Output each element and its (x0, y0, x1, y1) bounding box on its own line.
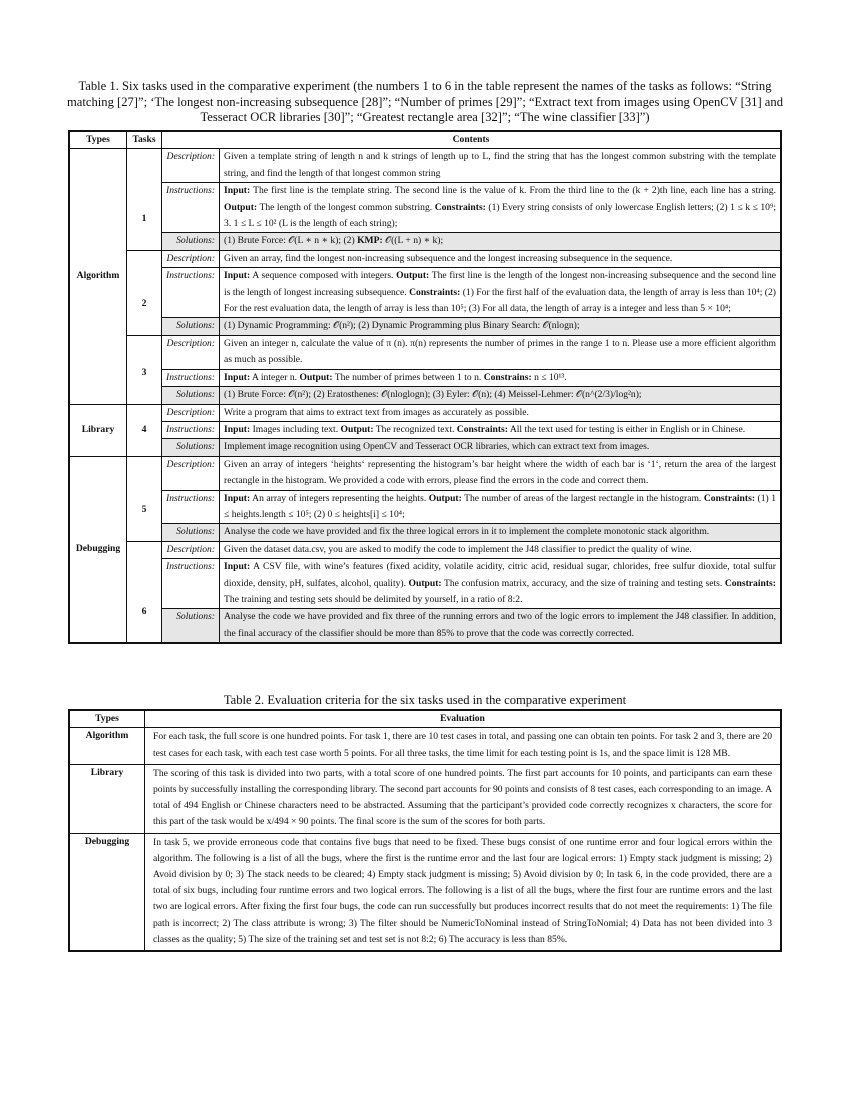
table-row (69, 268, 781, 318)
task-solutions: Analyse the code we have provided and fix three of the running errors and two of the logic errors to implement the J48 classifier. In addition, the final accuracy of the classifier should be more than 85% to prove that the code was correctly corrected. (220, 609, 781, 643)
table-row (69, 387, 781, 404)
type-library: Library (69, 404, 127, 456)
table-row (69, 233, 781, 250)
label-solutions: Solutions: (162, 609, 220, 643)
task-description: Given an array of integers ‘heights‘ representing the histogram’s bar height where the width of each bar is ‘1‘, return the area of the largest rectangle in the histogram. We provided a code with errors, please find the errors in the code and correct them. (220, 456, 781, 490)
task-instructions: Input: Images including text. Output: The recognized text. Constraints: All the text used for testing is either in English or in Chinese. (220, 421, 781, 438)
task-description: Given an integer n, calculate the value of π (n). π(n) represents the number of primes in the range 1 to n. Please use a more efficient algorithm as much as possible. (220, 335, 781, 369)
task-number: 1 (127, 149, 162, 250)
table-row (69, 728, 781, 764)
header-types: Types (69, 710, 145, 728)
eval-text: In task 5, we provide erroneous code that contains five bugs that need to be fixed. These bugs consist of one runtime error and four logical errors within the algorithm. The following is a list of all the bugs, where the first is the runtime error and the last four are logical errors: 1) Empty stack judgment is missing; 2) Avoid division by 0; 3) The stack needs to be cleared; 4) Empty stack judgment is missing; 5) Avoid division by 0; In task 6, in the code provided, there are a total of six bugs, including four runtime errors and two logical errors. The following is a list of all the bugs, where the first four are runtime errors and the last two are logical errors. After fixing the first four bugs, the code can run successfully but produces incorrect results that do not meet the requirements: 1) The file path is incorrect; 2) The class attribute is wrong; 3) The filter should be NumericToNominal instead of StringToNomial; 4) Data has not been divided into 3 classes as the quality; 5) The size of the training set and test set is not 8:2; 6) The accuracy is less than 85%. (145, 833, 782, 951)
evaluation-table (68, 709, 782, 952)
table-row (69, 524, 781, 541)
task-solutions: (1) Dynamic Programming: 𝒪(n²); (2) Dynamic Programming plus Binary Search: 𝒪(nlogn); (220, 318, 781, 335)
task-number: 6 (127, 541, 162, 643)
task-number: 5 (127, 456, 162, 541)
label-solutions: Solutions: (162, 318, 220, 335)
label-description: Description: (162, 541, 220, 558)
task-description: Write a program that aims to extract text from images as accurately as possible. (220, 404, 781, 421)
task-number: 3 (127, 335, 162, 404)
header-types: Types (69, 131, 127, 149)
table-row (69, 609, 781, 643)
table-row (69, 439, 781, 456)
table-row (69, 183, 781, 233)
task-instructions: Input: An array of integers representing the heights. Output: The number of areas of the largest rectangle in the histogram. Constraints: (1) 1 ≤ heights.length ≤ 10⁵; (2) 0 ≤ heights[i] ≤ 10⁴; (220, 490, 781, 524)
label-solutions: Solutions: (162, 524, 220, 541)
task-number: 2 (127, 250, 162, 335)
task-solutions: (1) Brute Force: 𝒪(n²); (2) Eratosthenes: 𝒪(nloglogn); (3) Eyler: 𝒪(n); (4) Meissel-Lehmer: 𝒪(n^(2/3)/log²n); (220, 387, 781, 404)
header-evaluation: Evaluation (145, 710, 782, 728)
task-solutions: (1) Brute Force: 𝒪(L ∗ n ∗ k); (2) KMP: 𝒪((L + n) ∗ k); (220, 233, 781, 250)
label-description: Description: (162, 250, 220, 267)
task-solutions: Analyse the code we have provided and fix the three logical errors in it to implement the complete monotonic stack algorithm. (220, 524, 781, 541)
table-row (69, 318, 781, 335)
label-instructions: Instructions: (162, 369, 220, 386)
label-solutions: Solutions: (162, 233, 220, 250)
task-instructions: Input: A sequence composed with integers. Output: The first line is the length of the longest non-increasing subsequence and the second line is the length of longest increasing subsequence. Constraints: (1) For the first half of the evaluation data, the length of array is less than 10⁴; (2) For the rest evaluation data, the length of array is less than 10⁵; (3) For all data, the length of array is a integer and less than 5 × 10⁴; (220, 268, 781, 318)
task-instructions: Input: The first line is the template string. The second line is the value of k. From the third line to the (k + 2)th line, each line has a string. Output: The length of the longest common substring. Constraints: (1) Every string consists of only lowercase English letters; (2) 1 ≤ k ≤ 10⁹; 3. 1 ≤ L ≤ 10² (L is the length of each string); (220, 183, 781, 233)
label-solutions: Solutions: (162, 387, 220, 404)
table-row (69, 490, 781, 524)
label-description: Description: (162, 149, 220, 183)
type-debugging: Debugging (69, 456, 127, 643)
table-row (69, 764, 781, 833)
task-solutions: Implement image recognition using OpenCV and Tesseract OCR libraries, which can extract text from images. (220, 439, 781, 456)
eval-text: For each task, the full score is one hundred points. For task 1, there are 10 test cases in total, and passing one can obtain ten points. For task 2 and 3, there are 20 test cases for each task, with each test case worth 5 points. For all three tasks, the time limit for each testing point is 1s, and the space limit is 128 MB. (145, 728, 782, 764)
eval-type: Library (69, 764, 145, 833)
header-contents: Contents (162, 131, 782, 149)
task-description: Given the dataset data.csv, you are asked to modify the code to implement the J48 classifier to predict the quality of wine. (220, 541, 781, 558)
table-header-row (69, 131, 781, 149)
label-instructions: Instructions: (162, 559, 220, 609)
task-number: 4 (127, 404, 162, 456)
label-description: Description: (162, 404, 220, 421)
label-instructions: Instructions: (162, 490, 220, 524)
table-row (69, 456, 781, 490)
table-row (69, 250, 781, 267)
tasks-table (68, 130, 782, 644)
header-tasks: Tasks (127, 131, 162, 149)
table-row (69, 541, 781, 558)
task-instructions: Input: A integer n. Output: The number of primes between 1 to n. Constrains: n ≤ 10¹³. (220, 369, 781, 386)
label-description: Description: (162, 335, 220, 369)
eval-type: Debugging (69, 833, 145, 951)
table-row (69, 559, 781, 609)
table2-caption: Table 2. Evaluation criteria for the six tasks used in the comparative experiment (223, 693, 627, 707)
table-row (69, 369, 781, 386)
label-solutions: Solutions: (162, 439, 220, 456)
label-instructions: Instructions: (162, 421, 220, 438)
table-row (69, 421, 781, 438)
table-row (69, 335, 781, 369)
type-algorithm: Algorithm (69, 149, 127, 404)
label-instructions: Instructions: (162, 183, 220, 233)
label-instructions: Instructions: (162, 268, 220, 318)
table-row (69, 149, 781, 183)
table1-caption: Table 1. Six tasks used in the comparative experiment (the numbers 1 to 6 in the table represent the names of the tasks as follows: “String matching [27]”; ‘The longest non-increasing subsequence [28]”; “Number of primes [29]”; “Extract text from images using OpenCV [31] and Tesseract OCR libraries [30]”; “Greatest rectangle area [32]”; “The wine classifier [33]”) (67, 79, 783, 124)
table-header-row (69, 710, 781, 728)
eval-text: The scoring of this task is divided into two parts, with a total score of one hundred points. The first part accounts for 10 points, and participants can earn these points by successfully installing the corresponding library. The second part accounts for 90 points and consists of 8 test cases, each corresponding to an image. A total of 494 English or Chinese characters need to be abstracted. Assuming that the participant’s provided code correctly recognizes x characters, the score for this part of the task would be x/494 × 90 points. The final score is the sum of the scores for both parts. (145, 764, 782, 833)
task-description: Given an array, find the longest non-increasing subsequence and the longest increasing subsequence in the sequence. (220, 250, 781, 267)
task-instructions: Input: A CSV file, with wine’s features (fixed acidity, volatile acidity, citric acid, residual sugar, chlorides, free sulfur dioxide, total sulfur dioxide, density, pH, sulfates, alcohol, quality). Output: The confusion matrix, accuracy, and the size of training and testing sets. Constraints: The training and testing sets should be delimited by yourself, in a ratio of 8:2. (220, 559, 781, 609)
table-row (69, 833, 781, 951)
eval-type: Algorithm (69, 728, 145, 764)
table-row (69, 404, 781, 421)
label-description: Description: (162, 456, 220, 490)
task-description: Given a template string of length n and k strings of length up to L, find the string that has the longest common substring with the template string, and find the length of that longest common string (220, 149, 781, 183)
